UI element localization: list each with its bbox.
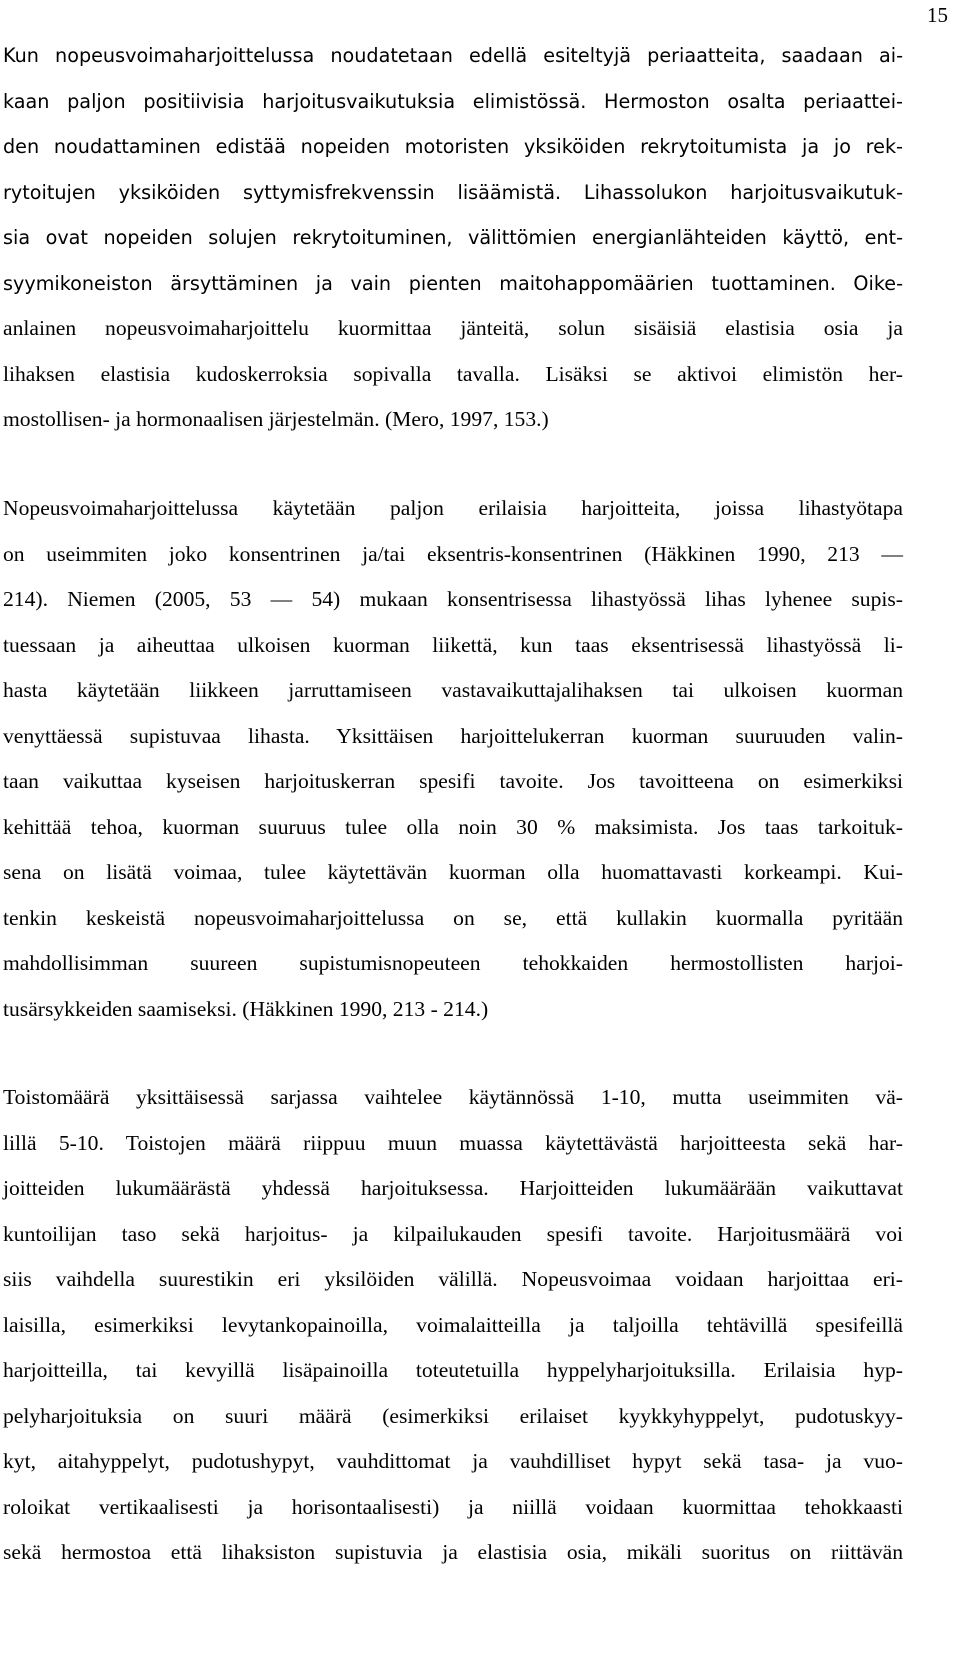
text-line: kuntoilijan taso sekä harjoitus- ja kilpailukauden spesifi tavoite. Harjoitusmäärä voi [3,1221,903,1246]
text-line: on useimmiten joko konsentrinen ja/tai eksentris-konsentrinen (Häkkinen 1990, 213 — [3,541,903,566]
paragraph-3 [3,1075,903,1576]
text-line: syymikoneiston ärsyttäminen ja vain pienten maitohappomäärien tuottaminen. Oike- [3,271,903,295]
text-line: sena on lisätä voimaa, tulee käytettävän kuorman olla huomattavasti korkeampi. Kui- [3,860,903,884]
text-line: hasta käytetään liikkeen jarruttamiseen vastavaikuttajalihaksen tai ulkoisen kuorman [3,678,903,702]
paragraph-1 [3,33,903,443]
text-line: joitteiden lukumäärästä yhdessä harjoituksessa. Harjoitteiden lukumäärään vaikuttavat [3,1176,903,1200]
text-line: tenkin keskeistä nopeusvoimaharjoittelussa on se, että kullakin kuormalla pyritään [3,905,903,930]
text-line: Nopeusvoimaharjoittelussa käytetään paljon erilaisia harjoitteita, joissa lihastyötapa [3,496,903,520]
text-line: harjoitteilla, tai kevyillä lisäpainoilla toteutetuilla hyppelyharjoituksilla. Erilaisia hyp- [3,1358,903,1382]
text-line: lihaksen elastisia kudoskerroksia sopivalla tavalla. Lisäksi se aktivoi elimistön her- [3,361,903,386]
text-line: roloikat vertikaalisesti ja horisontaalisesti) ja niillä voidaan kuormittaa tehokkaasti [3,1494,903,1519]
text-line: tuessaan ja aiheuttaa ulkoisen kuorman liikettä, kun taas eksentrisessä lihastyössä li- [3,632,903,657]
text-line: anlainen nopeusvoimaharjoittelu kuormittaa jänteitä, solun sisäisiä elastisia osia ja [3,316,903,340]
text-line: Kun nopeusvoimaharjoittelussa noudatetaan edellä esiteltyjä periaatteita, saadaan ai- [3,44,903,67]
text-line: taan vaikuttaa kyseisen harjoituskerran spesifi tavoite. Jos tavoitteena on esimerkiksi [3,769,903,793]
text-line: tusärsykkeiden saamiseksi. (Häkkinen 1990, 213 - 214.) [3,996,489,1021]
page-number: 15 [927,3,948,27]
text-line: kaan paljon positiivisia harjoitusvaikutuksia elimistössä. Hermoston osalta periaattei- [3,89,903,113]
text-line: pelyharjoituksia on suuri määrä (esimerkiksi erilaiset kyykkyhyppelyt, pudotuskyy- [3,1403,903,1428]
text-line: laisilla, esimerkiksi levytankopainoilla, voimalaitteilla ja taljoilla tehtävillä spesifeillä [3,1312,903,1337]
paragraph-2 [3,486,903,1032]
text-line: Toistomäärä yksittäisessä sarjassa vaihtelee käytännössä 1-10, mutta useimmiten vä- [3,1085,903,1109]
text-line: den noudattaminen edistää nopeiden motoristen yksiköiden rekrytoitumista ja jo rek- [3,135,903,158]
text-line: 214). Niemen (2005, 53 — 54) mukaan konsentrisessa lihastyössä lihas lyhenee supis- [3,587,903,611]
text-line: mahdollisimman suureen supistumisnopeuteen tehokkaiden hermostollisten harjoi- [3,951,903,975]
text-line: venyttäessä supistuvaa lihasta. Yksittäisen harjoittelukerran kuorman suuruuden valin- [3,723,903,748]
text-line: sekä hermostoa että lihaksiston supistuvia ja elastisia osia, mikäli suoritus on riittävän [3,1540,903,1564]
text-line: mostollisen- ja hormonaalisen järjestelmän. (Mero, 1997, 153.) [3,407,549,431]
text-line: kehittää tehoa, kuorman suuruus tulee olla noin 30 % maksimista. Jos taas tarkoituk- [3,814,903,839]
text-line: sia ovat nopeiden solujen rekrytoituminen, välittömien energianlähteiden käyttö, ent- [3,226,903,249]
text-line: kyt, aitahyppelyt, pudotushypyt, vauhdittomat ja vauhdilliset hypyt sekä tasa- ja vuo- [3,1449,903,1473]
text-line: rytoitujen yksiköiden syttymisfrekvenssin lisäämistä. Lihassolukon harjoitusvaikutuk- [3,180,903,204]
text-line: lillä 5-10. Toistojen määrä riippuu muun muassa käytettävästä harjoitteesta sekä har- [3,1130,903,1155]
text-line: siis vaihdella suurestikin eri yksilöiden välillä. Nopeusvoimaa voidaan harjoittaa eri- [3,1267,903,1291]
